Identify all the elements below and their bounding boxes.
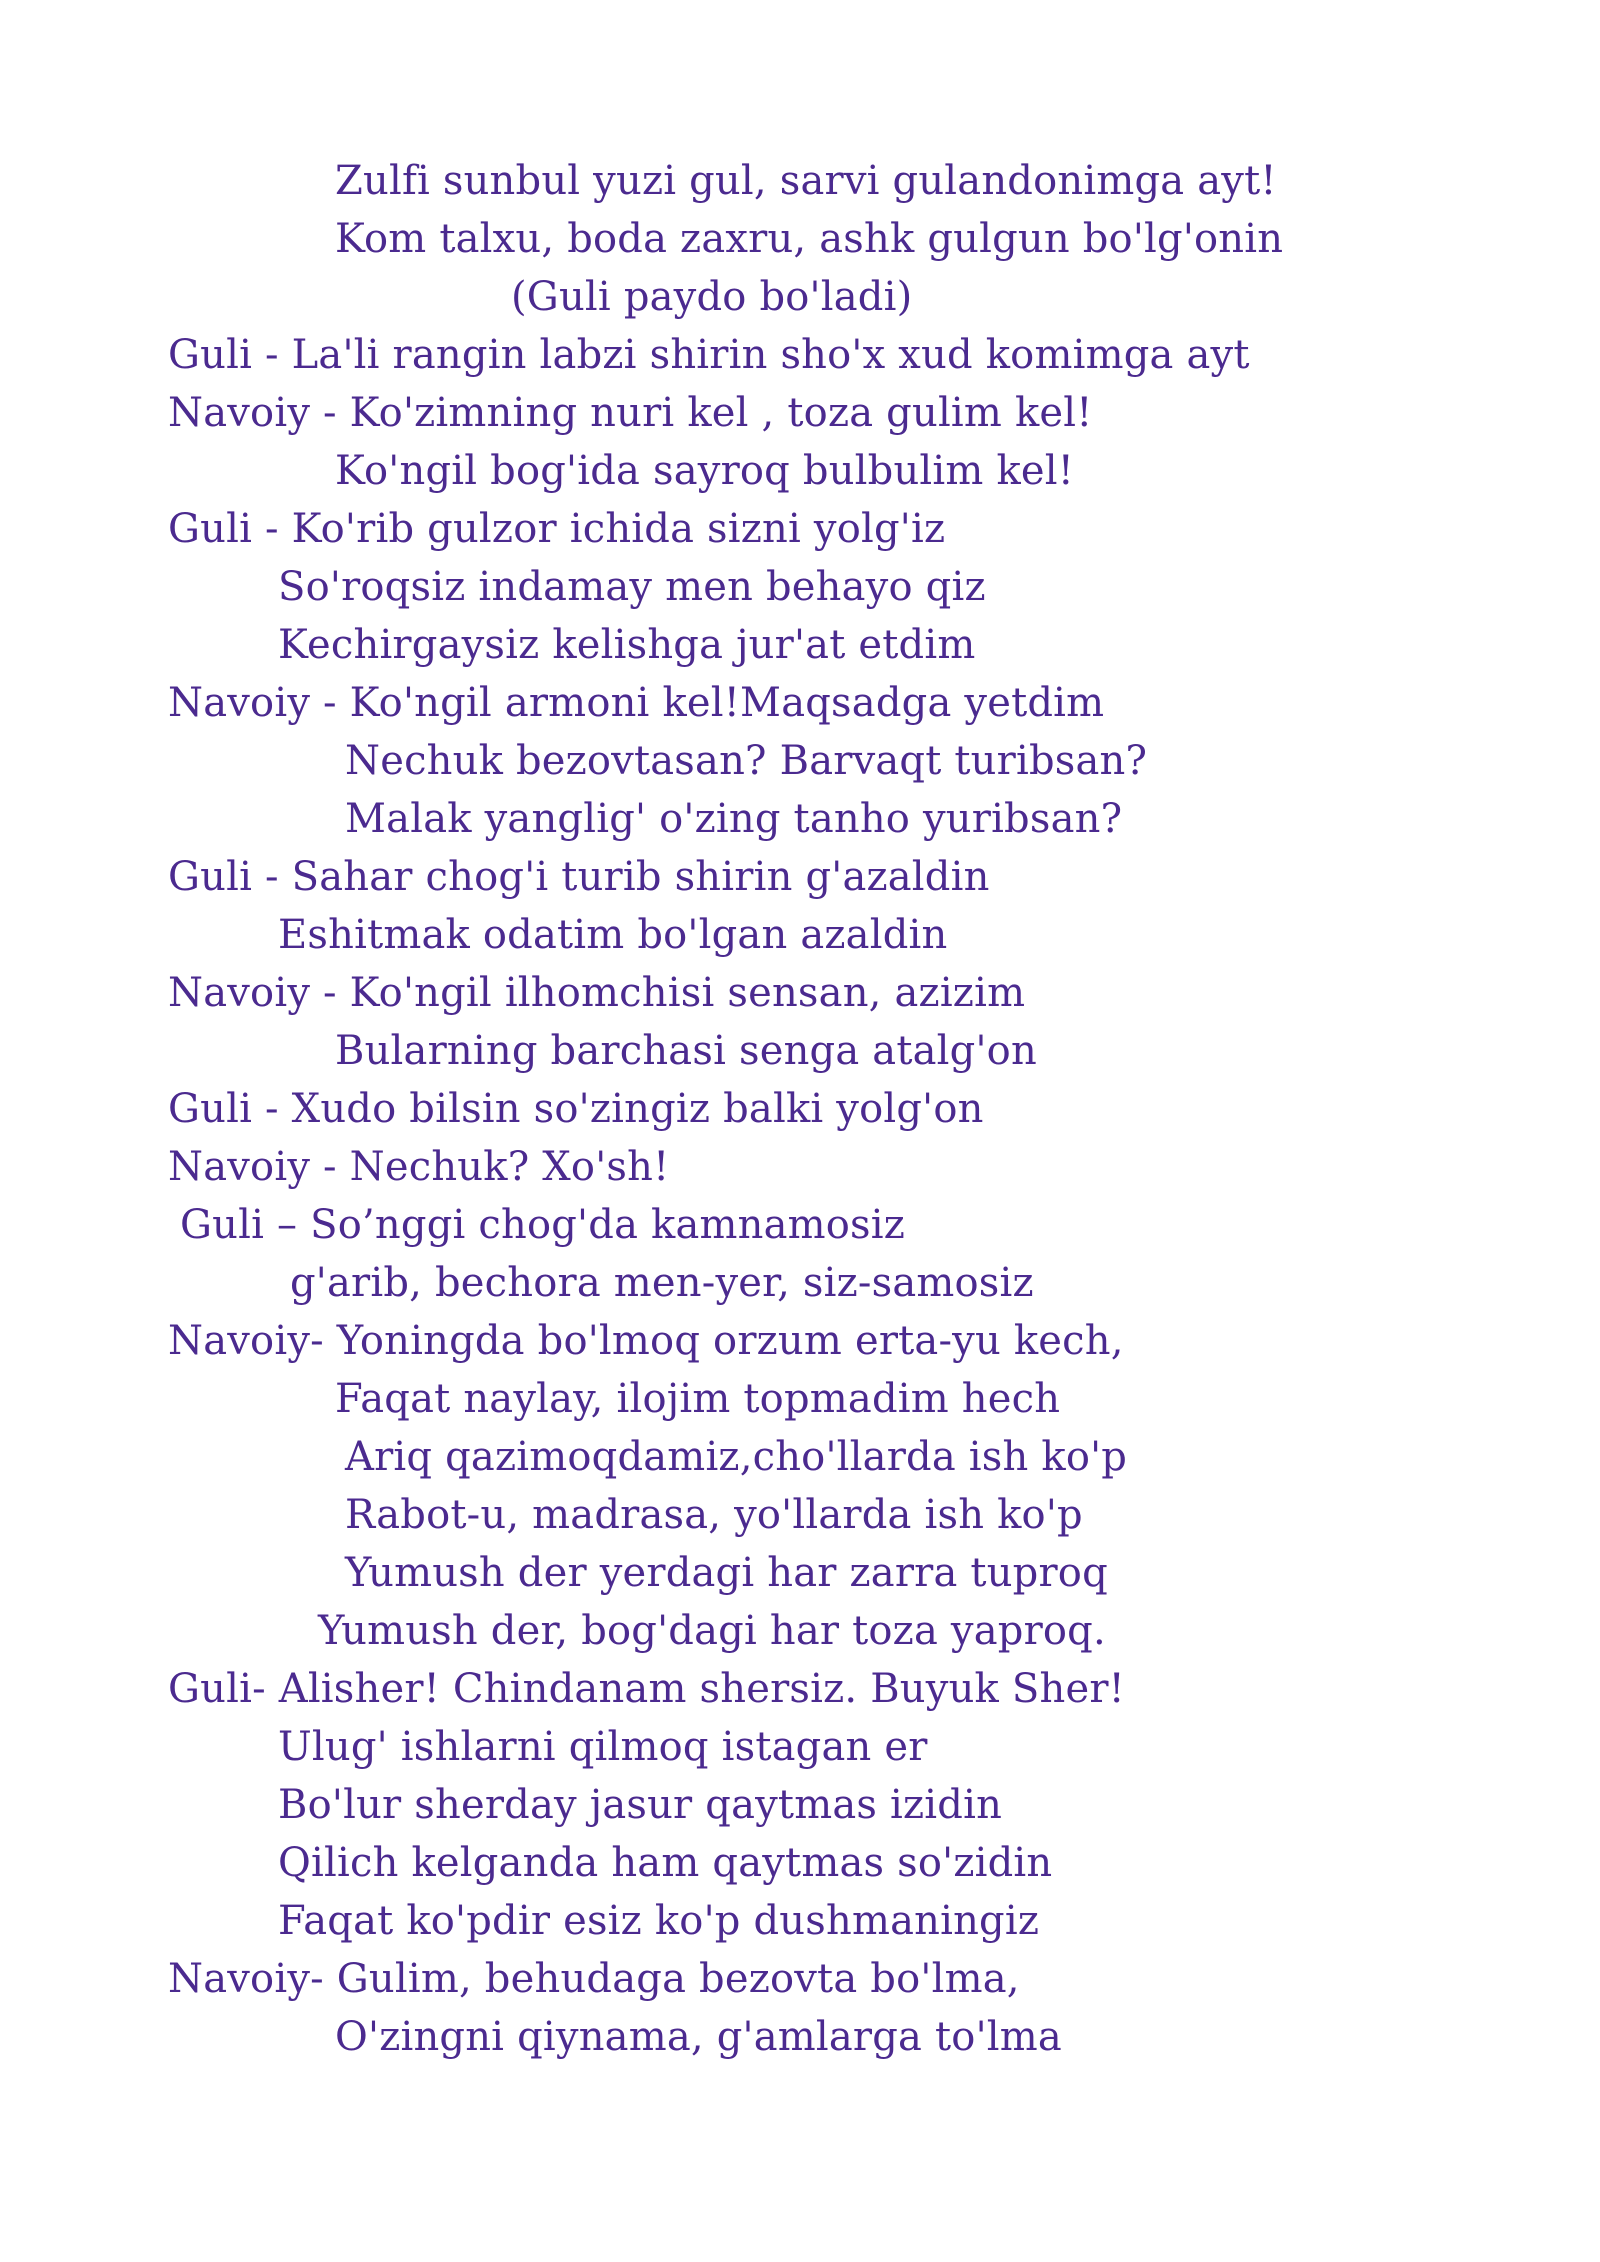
verse-line: Guli - Sahar chog'i turib shirin g'azaldin <box>168 854 990 900</box>
verse-line: Guli - Ko'rib gulzor ichida sizni yolg'iz <box>168 506 946 552</box>
verse-line: Yumush der yerdagi har zarra tuproq <box>345 1550 1108 1596</box>
stage-direction: (Guli paydo bo'ladi) <box>511 274 913 320</box>
verse-line: Navoiy- Yoningda bo'lmoq orzum erta-yu kech, <box>168 1318 1124 1364</box>
verse-line: So'roqsiz indamay men behayo qiz <box>278 564 986 610</box>
verse-line: Navoiy - Nechuk? Xo'sh! <box>168 1144 670 1190</box>
verse-line: Faqat naylay, ilojim topmadim hech <box>335 1376 1061 1422</box>
verse-line: Navoiy- Gulim, behudaga bezovta bo'lma, <box>168 1956 1020 2002</box>
verse-line: O'zingni qiynama, g'amlarga to'lma <box>335 2014 1062 2060</box>
verse-line: Kechirgaysiz kelishga jur'at etdim <box>278 622 976 668</box>
verse-line: Bularning barchasi senga atalg'on <box>335 1028 1037 1074</box>
verse-line: Ulug' ishlarni qilmoq istagan er <box>278 1724 928 1770</box>
verse-line: Navoiy - Ko'ngil armoni kel!Maqsadga yetdim <box>168 680 1105 726</box>
verse-line: Malak yanglig' o'zing tanho yuribsan? <box>345 796 1123 842</box>
verse-line: Guli- Alisher! Chindanam shersiz. Buyuk Sher! <box>168 1666 1125 1712</box>
verse-line: Navoiy - Ko'ngil ilhomchisi sensan, azizim <box>168 970 1026 1016</box>
verse-line: Eshitmak odatim bo'lgan azaldin <box>278 912 948 958</box>
verse-line: Bo'lur sherday jasur qaytmas izidin <box>278 1782 1003 1828</box>
verse-line: Navoiy - Ko'zimning nuri kel , toza gulim kel! <box>168 390 1093 436</box>
verse-line: Kom talxu, boda zaxru, ashk gulgun bo'lg'onin <box>335 216 1284 262</box>
verse-line: Guli - La'li rangin labzi shirin sho'x xud komimga ayt <box>168 332 1250 378</box>
verse-line: Ariq qazimoqdamiz,cho'llarda ish ko'p <box>345 1434 1128 1480</box>
verse-line: Qilich kelganda ham qaytmas so'zidin <box>278 1840 1053 1886</box>
verse-line: Guli – So’nggi chog'da kamnamosiz <box>180 1202 906 1248</box>
verse-line: Rabot-u, madrasa, yo'llarda ish ko'p <box>345 1492 1083 1538</box>
verse-line: Guli - Xudo bilsin so'zingiz balki yolg'on <box>168 1086 984 1132</box>
verse-line: g'arib, bechora men-yer, siz-samosiz <box>290 1260 1034 1306</box>
verse-line: Yumush der, bog'dagi har toza yaproq. <box>318 1608 1106 1654</box>
verse-line: Ko'ngil bog'ida sayroq bulbulim kel! <box>335 448 1075 494</box>
verse-line: Faqat ko'pdir esiz ko'p dushmaningiz <box>278 1898 1040 1944</box>
verse-line: Nechuk bezovtasan? Barvaqt turibsan? <box>345 738 1148 784</box>
verse-line: Zulfi sunbul yuzi gul, sarvi gulandonimga ayt! <box>335 158 1277 204</box>
